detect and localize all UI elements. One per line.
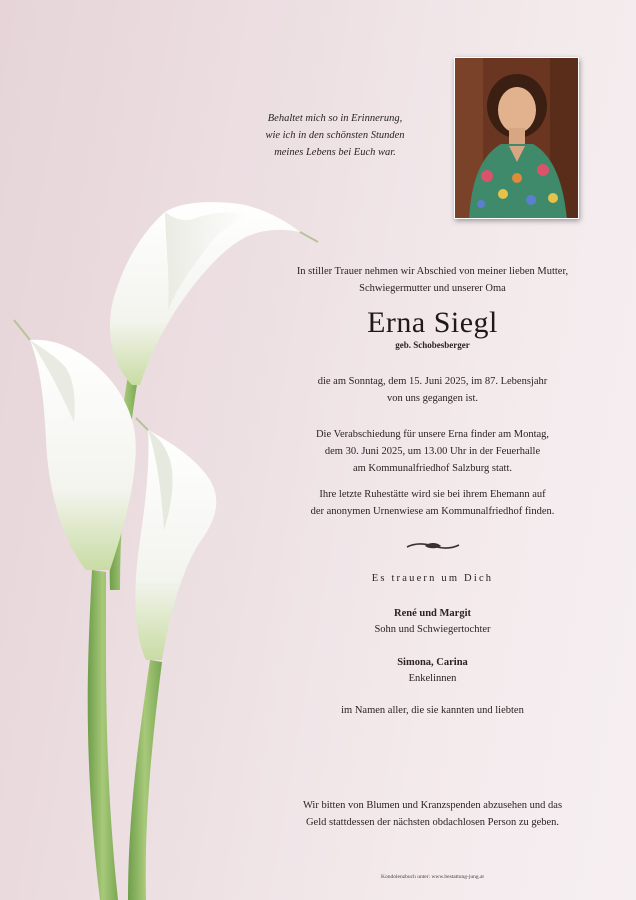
intro-line: In stiller Trauer nehmen wir Abschied von meiner lieben Mutter, xyxy=(296,266,569,277)
motto-line: wie ich in den schönsten Stunden xyxy=(265,130,405,141)
death-notice-line: von uns gegangen ist. xyxy=(387,393,478,404)
deceased-name: Erna Siegl xyxy=(367,306,498,339)
farewell-line: Die Verabschiedung für unsere Erna finder am Montag, xyxy=(315,429,550,440)
intro-text xyxy=(235,263,630,297)
divider-swirl-icon xyxy=(235,539,630,553)
birth-name: geb. Schobesberger xyxy=(395,340,470,350)
resting-place-line: der anonymen Urnenwiese am Kommunalfriedhof finden. xyxy=(310,506,555,517)
condolence-footer: Kondolenzbuch unter: www.bestattung-jung.at xyxy=(381,874,484,880)
farewell-line: am Kommunalfriedhof Salzburg statt. xyxy=(352,463,513,474)
motto-line: Behaltet mich so in Erinnerung, xyxy=(267,113,403,124)
on-behalf-text: im Namen aller, die sie kannten und liebten xyxy=(341,705,524,716)
farewell-notice xyxy=(235,426,630,477)
death-notice-line: die am Sonntag, dem 15. Juni 2025, im 87. Lebensjahr xyxy=(317,376,548,387)
farewell-line: dem 30. Juni 2025, um 13.00 Uhr in der Feuerhalle xyxy=(324,446,541,457)
mourner-relation: Sohn und Schwiegertochter xyxy=(374,624,491,635)
donation-request xyxy=(235,797,630,831)
mourner-names: René und Margit xyxy=(394,608,471,619)
mourner-names: Simona, Carina xyxy=(397,657,468,668)
resting-place-line: Ihre letzte Ruhestätte wird sie bei ihrem Ehemann auf xyxy=(319,489,546,500)
mourner-relation: Enkelinnen xyxy=(408,673,457,684)
portrait-photo xyxy=(454,57,579,219)
motto-line: meines Lebens bei Euch war. xyxy=(274,147,396,158)
memorial-motto xyxy=(220,110,450,161)
death-notice xyxy=(235,373,630,407)
donation-request-line: Geld stattdessen der nächsten obdachlosen Person zu geben. xyxy=(305,817,560,828)
donation-request-line: Wir bitten von Blumen und Kranzspenden abzusehen und das xyxy=(302,800,563,811)
intro-line: Schwiegermutter und unserer Oma xyxy=(359,283,506,294)
mourners-heading: Es trauern um Dich xyxy=(371,573,494,584)
resting-place-notice xyxy=(235,486,630,520)
